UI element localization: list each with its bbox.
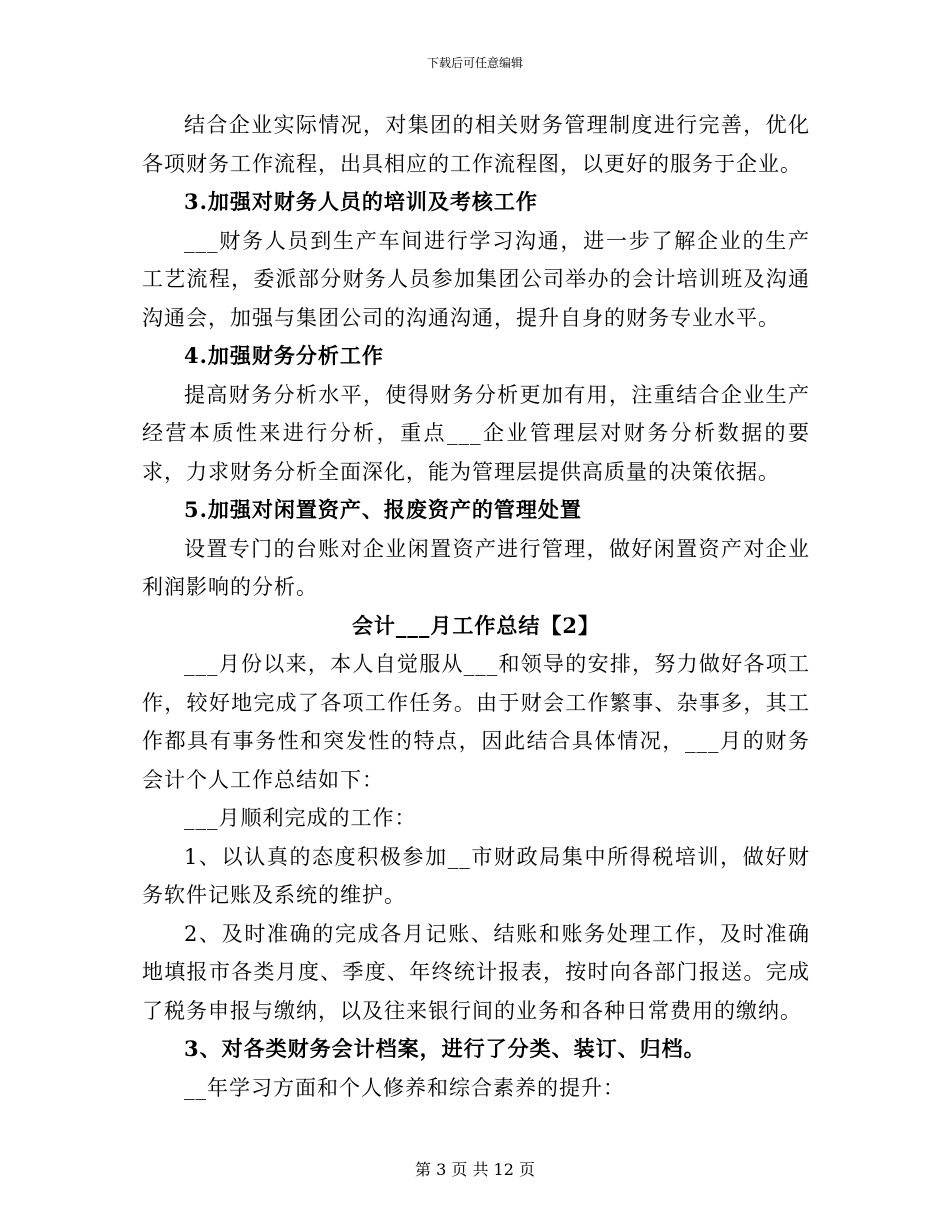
heading-5: 5.加强对闲置资产、报废资产的管理处置: [184, 497, 582, 522]
page-indicator: 第 3 页 共 12 页: [415, 1160, 535, 1179]
paragraph: 结合企业实际情况，对集团的相关财务管理制度进行完善，优化各项财务工作流程，出具相应的工作流程图，以更好的服务于企业。: [142, 113, 810, 176]
section-title: 会计___月工作总结【2】: [351, 612, 601, 638]
paragraph: 提高财务分析水平，使得财务分析更加有用，注重结合企业生产经营本质性来进行分析，重点___企业管理层对财务分析数据的要求，力求财务分析全面深化，能为管理层提供高质量的决策依据。: [142, 382, 810, 484]
paragraph: 1、以认真的态度积极参加__市财政局集中所得税培训，做好财务软件记账及系统的维护。: [142, 844, 810, 907]
paragraph: ___月顺利完成的工作：: [184, 806, 417, 830]
paragraph: 2、及时准确的完成各月记账、结账和账务处理工作，及时准确地填报市各类月度、季度、年终统计报表，按时向各部门报送。完成了税务申报与缴纳，以及往来银行间的业务和各种日常费用的缴纳。: [142, 921, 810, 1023]
paragraph: __年学习方面和个人修养和综合素养的提升：: [184, 1075, 625, 1100]
header-note: 下载后可任意编辑: [426, 56, 523, 70]
heading-3: 3.加强对财务人员的培训及考核工作: [184, 189, 538, 214]
paragraph: ___财务人员到生产车间进行学习沟通，进一步了解企业的生产工艺流程，委派部分财务人员参加集团公司举办的会计培训班及沟通沟通会，加强与集团公司的沟通沟通，提升自身的财务专业水平。: [142, 228, 810, 330]
paragraph: ___月份以来，本人自觉服从___和领导的安排，努力做好各项工作，较好地完成了各项工作任务。由于财会工作繁事、杂事多，其工作都具有事务性和突发性的特点，因此结合具体情况，___月的财务会计个人工作总结如下：: [142, 652, 810, 792]
heading-4: 4.加强财务分析工作: [184, 343, 384, 368]
paragraph-bold: 3、对各类财务会计档案，进行了分类、装订、归档。: [184, 1036, 706, 1061]
document-body: [142, 106, 810, 1107]
paragraph: 设置专门的台账对企业闲置资产进行管理，做好闲置资产对企业利润影响的分析。: [142, 536, 810, 599]
